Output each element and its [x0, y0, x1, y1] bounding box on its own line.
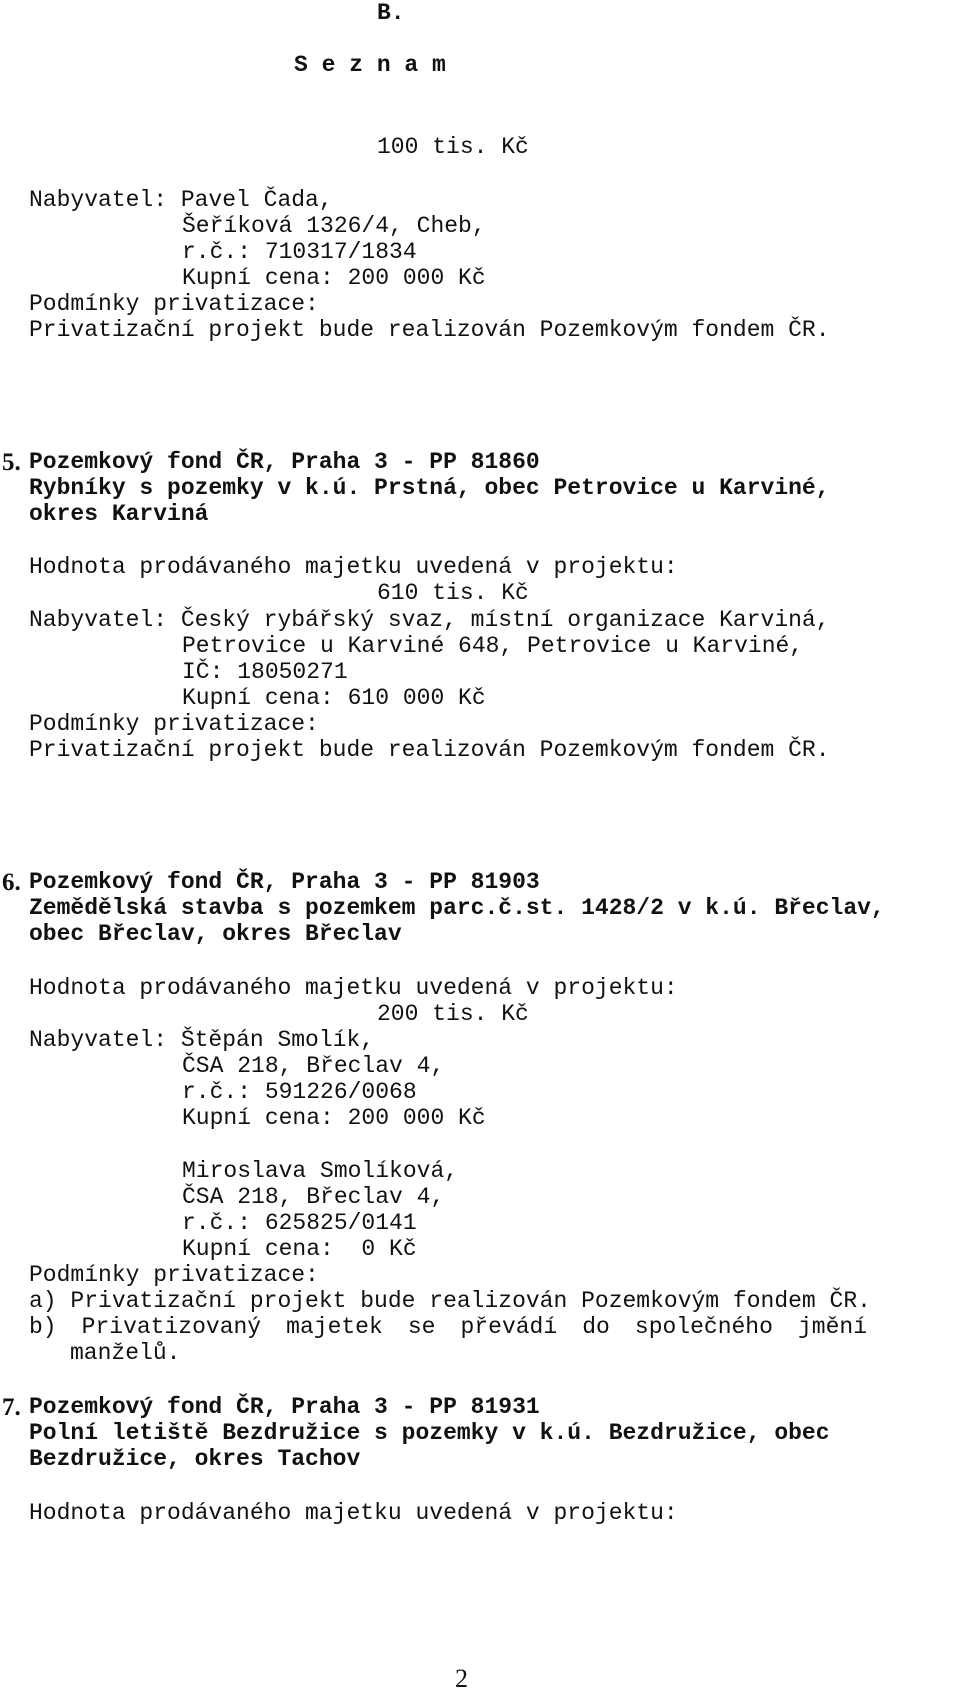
- item-number: 6.: [2, 869, 21, 896]
- buyer-line: Nabyvatel: Český rybářský svaz, místní organizace Karviná,: [29, 607, 830, 633]
- value-label: Hodnota prodávaného majetku uvedená v projektu:: [29, 554, 678, 580]
- value-amount: 610 tis. Kč: [377, 580, 529, 606]
- item-number: 5.: [2, 449, 21, 476]
- item-subheading: Zemědělská stavba s pozemkem parc.č.st. 1428/2 v k.ú. Břeclav,: [29, 895, 885, 921]
- top-conditions-label: Podmínky privatizace:: [29, 291, 319, 317]
- condition-word: b): [29, 1314, 57, 1340]
- top-buyer-line: Nabyvatel: Pavel Čada,: [29, 187, 333, 213]
- value-label: Hodnota prodávaného majetku uvedená v projektu:: [29, 1500, 678, 1526]
- page-number: 2: [455, 1664, 468, 1693]
- conditions-label: Podmínky privatizace:: [29, 1262, 319, 1288]
- item-subheading: Rybníky s pozemky v k.ú. Prstná, obec Petrovice u Karviné,: [29, 475, 830, 501]
- condition-word: majetek: [286, 1314, 383, 1340]
- value-label: Hodnota prodávaného majetku uvedená v projektu:: [29, 975, 678, 1001]
- buyer-id: r.č.: 625825/0141: [182, 1210, 417, 1236]
- value-amount: 200 tis. Kč: [377, 1001, 529, 1027]
- top-buyer-id: r.č.: 710317/1834: [182, 239, 417, 265]
- top-buyer-address: Šeříková 1326/4, Cheb,: [182, 213, 486, 239]
- item-heading: Pozemkový fond ČR, Praha 3 - PP 81931: [29, 1394, 540, 1420]
- buyer-line: Miroslava Smolíková,: [182, 1158, 459, 1184]
- section-letter: B.: [377, 0, 405, 26]
- purchase-price: Kupní cena: 0 Kč: [182, 1236, 417, 1262]
- buyer-address: Petrovice u Karviné 648, Petrovice u Karviné,: [182, 633, 804, 659]
- condition-word: společného: [634, 1314, 773, 1340]
- conditions-text: a) Privatizační projekt bude realizován Pozemkovým fondem ČR.: [29, 1288, 871, 1314]
- item-subheading: okres Karviná: [29, 501, 209, 527]
- buyer-address: ČSA 218, Břeclav 4,: [182, 1184, 445, 1210]
- item-number: 7.: [2, 1394, 21, 1421]
- page-title: S e z n a m: [294, 52, 446, 78]
- buyer-address: ČSA 218, Břeclav 4,: [182, 1053, 445, 1079]
- purchase-price: Kupní cena: 610 000 Kč: [182, 685, 486, 711]
- buyer-line: Nabyvatel: Štěpán Smolík,: [29, 1027, 375, 1053]
- item-subheading: obec Břeclav, okres Břeclav: [29, 921, 402, 947]
- buyer-id: r.č.: 591226/0068: [182, 1079, 417, 1105]
- condition-word: se: [407, 1314, 436, 1340]
- buyer-id: IČ: 18050271: [182, 659, 348, 685]
- condition-word: do: [582, 1314, 610, 1340]
- top-price: Kupní cena: 200 000 Kč: [182, 265, 486, 291]
- condition-word: jmění: [797, 1314, 867, 1340]
- top-conditions-text: Privatizační projekt bude realizován Pozemkovým fondem ČR.: [29, 317, 830, 343]
- top-value: 100 tis. Kč: [377, 134, 529, 160]
- condition-word: převádí: [460, 1314, 558, 1340]
- condition-word: Privatizovaný: [81, 1314, 262, 1340]
- item-subheading: Polní letiště Bezdružice s pozemky v k.ú. Bezdružice, obec: [29, 1420, 830, 1446]
- purchase-price: Kupní cena: 200 000 Kč: [182, 1105, 486, 1131]
- item-subheading: Bezdružice, okres Tachov: [29, 1446, 361, 1472]
- conditions-text-justified: [29, 1316, 867, 1339]
- item-heading: Pozemkový fond ČR, Praha 3 - PP 81860: [29, 449, 540, 475]
- conditions-text-continuation: manželů.: [70, 1340, 181, 1366]
- item-heading: Pozemkový fond ČR, Praha 3 - PP 81903: [29, 869, 540, 895]
- conditions-label: Podmínky privatizace:: [29, 711, 319, 737]
- conditions-text: Privatizační projekt bude realizován Pozemkovým fondem ČR.: [29, 737, 830, 763]
